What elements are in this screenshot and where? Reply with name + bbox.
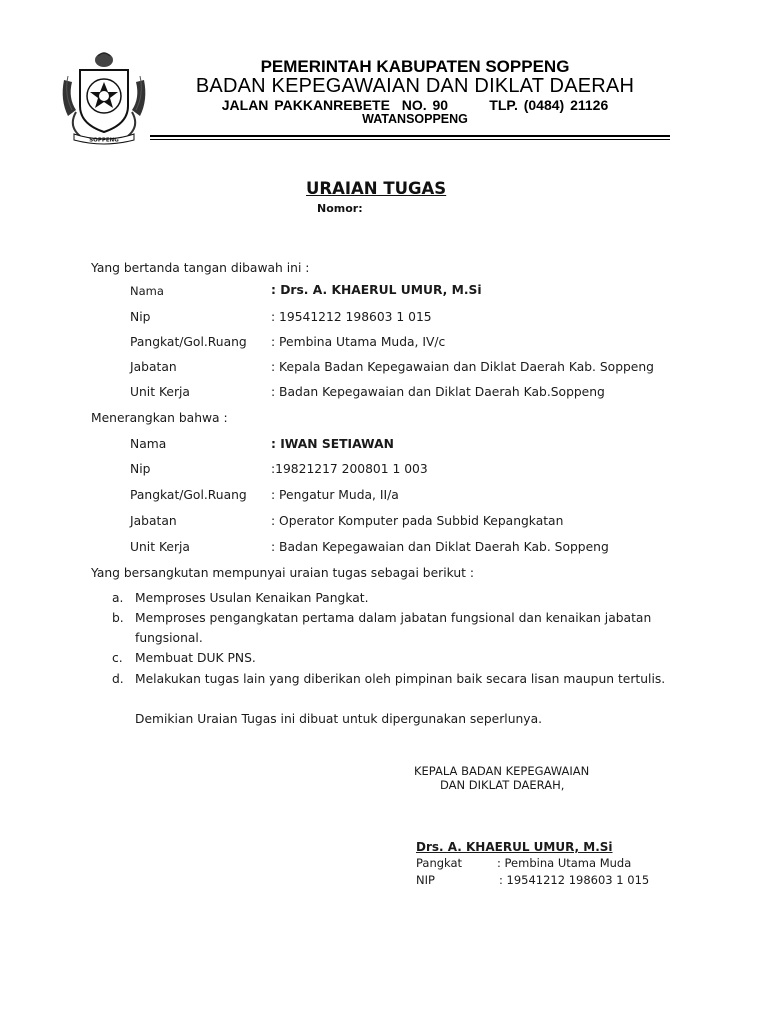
employee-unit-value: : Badan Kepegawaian dan Diklat Daerah Kab. Soppeng: [271, 540, 609, 554]
intro-text: Yang bertanda tangan dibawah ini :: [91, 261, 310, 275]
duties-intro: Yang bersangkutan mempunyai uraian tugas sebagai berikut :: [91, 566, 475, 580]
duty-item: Memproses pengangkatan pertama dalam jabatan fungsional dan kenaikan jabatan: [135, 611, 652, 625]
employee-name-value: : IWAN SETIAWAN: [271, 437, 394, 451]
signer-unit-value: : Badan Kepegawaian dan Diklat Daerah Kab.Soppeng: [271, 385, 605, 399]
signer-rank-label: Pangkat/Gol.Ruang: [130, 335, 247, 349]
duty-marker: b.: [112, 611, 124, 625]
letterhead-government: PEMERINTAH KABUPATEN SOPPENG: [260, 57, 570, 76]
signer-nip-label: Nip: [130, 310, 151, 324]
employee-nip-label: Nip: [130, 462, 151, 476]
signature-rank-value: : Pembina Utama Muda: [497, 856, 632, 870]
duty-marker: a.: [112, 591, 124, 605]
letterhead-rule-thin: [150, 139, 670, 140]
signer-position-value: : Kepala Badan Kepegawaian dan Diklat Daerah Kab. Soppeng: [271, 360, 654, 374]
duty-item-continuation: fungsional.: [135, 631, 203, 645]
signer-rank-value: : Pembina Utama Muda, IV/c: [271, 335, 446, 349]
menerangkan-text: Menerangkan bahwa :: [91, 411, 228, 425]
document-title: URAIAN TUGAS: [306, 179, 447, 198]
employee-nip-value: :19821217 200801 1 003: [271, 462, 428, 476]
signer-nip-value: : 19541212 198603 1 015: [271, 310, 432, 324]
signer-name-value: : Drs. A. KHAERUL UMUR, M.Si: [271, 283, 482, 297]
svg-text:SOPPENG: SOPPENG: [89, 137, 119, 144]
employee-unit-label: Unit Kerja: [130, 540, 190, 554]
employee-rank-label: Pangkat/Gol.Ruang: [130, 488, 247, 502]
signer-unit-label: Unit Kerja: [130, 385, 190, 399]
letterhead-rule-thick: [150, 135, 670, 137]
employee-rank-value: : Pengatur Muda, II/a: [271, 488, 399, 502]
duty-marker: c.: [112, 651, 123, 665]
employee-name-label: Nama: [130, 437, 167, 451]
signature-position-line2: DAN DIKLAT DAERAH,: [440, 778, 565, 792]
letterhead-agency: BADAN KEPEGAWAIAN DAN DIKLAT DAERAH: [195, 75, 635, 97]
letterhead-city: WATANSOPPENG: [362, 112, 468, 126]
closing-text: Demikian Uraian Tugas ini dibuat untuk dipergunakan seperlunya.: [135, 712, 543, 726]
duty-item: Memproses Usulan Kenaikan Pangkat.: [135, 591, 369, 605]
duty-item: Melakukan tugas lain yang diberikan oleh pimpinan baik secara lisan maupun tertulis.: [135, 672, 666, 686]
soppeng-emblem-logo: [58, 50, 150, 146]
employee-position-label: Jabatan: [130, 514, 177, 528]
duty-item: Membuat DUK PNS.: [135, 651, 256, 665]
signature-nip-label: NIP: [416, 873, 435, 887]
nomor-label: Nomor:: [317, 202, 363, 215]
signer-name-label: Nama: [130, 284, 164, 298]
signature-rank-label: Pangkat: [416, 856, 463, 870]
signature-name: Drs. A. KHAERUL UMUR, M.Si: [416, 840, 613, 854]
letterhead-address: JALAN PAKKANREBETE NO. 90 TLP. (0484) 21126: [221, 97, 609, 113]
employee-position-value: : Operator Komputer pada Subbid Kepangkatan: [271, 514, 564, 528]
duty-marker: d.: [112, 672, 124, 686]
signature-nip-value: : 19541212 198603 1 015: [499, 873, 650, 887]
signer-position-label: Jabatan: [130, 360, 177, 374]
signature-position-line1: KEPALA BADAN KEPEGAWAIAN: [414, 764, 590, 778]
